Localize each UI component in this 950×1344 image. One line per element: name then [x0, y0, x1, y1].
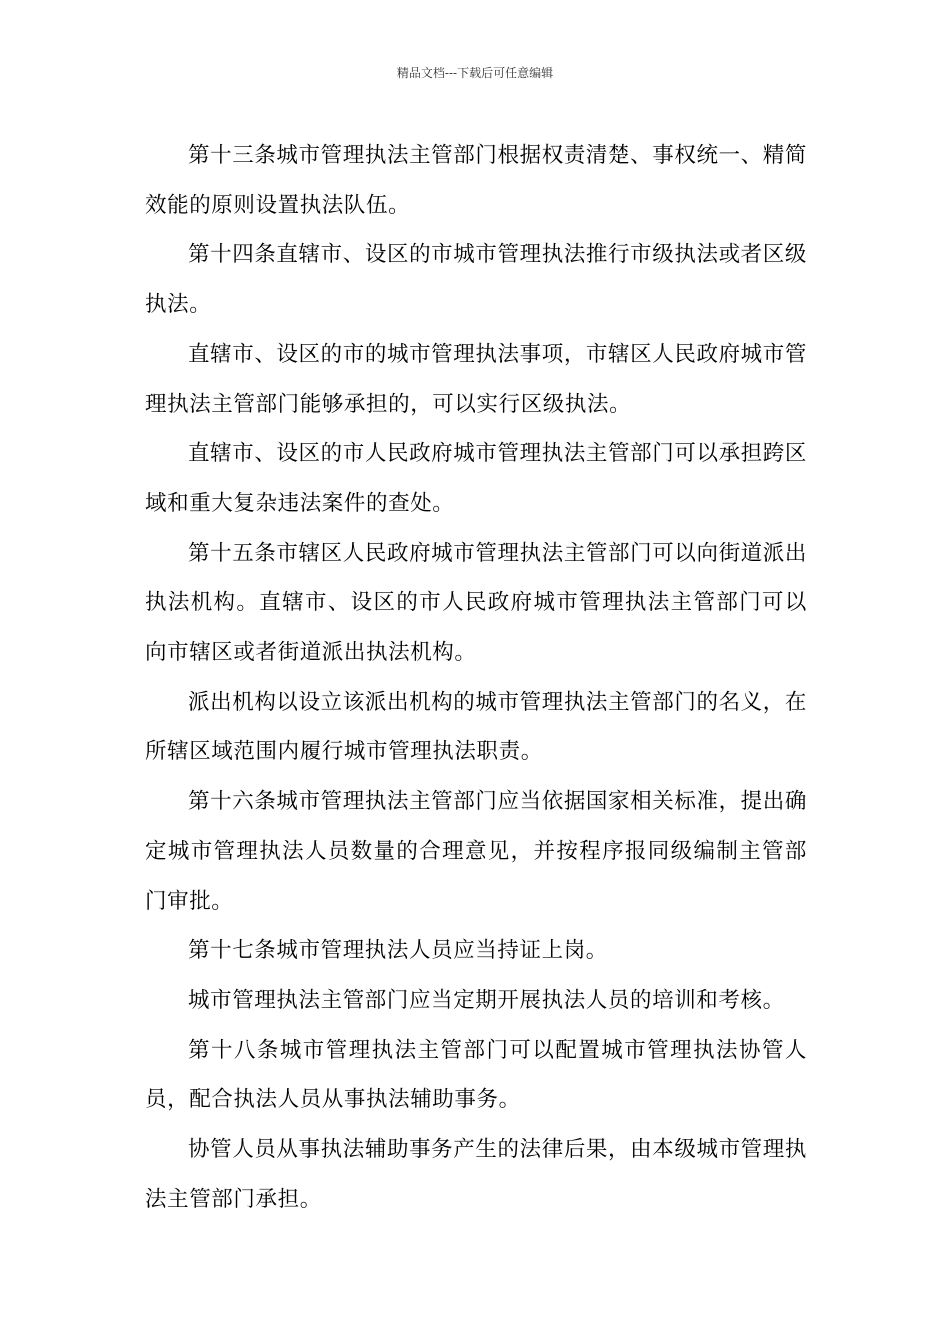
paragraph-article-14: 第十四条直辖市、设区的市城市管理执法推行市级执法或者区级执法。	[145, 242, 807, 318]
paragraph-article-18: 第十八条城市管理执法主管部门可以配置城市管理执法协管人员，配合执法人员从事执法辅助事务。	[145, 1037, 807, 1113]
document-body	[145, 131, 807, 1224]
paragraph-article-15: 第十五条市辖区人民政府城市管理执法主管部门可以向街道派出执法机构。直辖市、设区的市人民政府城市管理执法主管部门可以向市辖区或者街道派出执法机构。	[145, 540, 807, 666]
paragraph-article-17: 第十七条城市管理执法人员应当持证上岗。	[188, 938, 608, 964]
paragraph-article-17-training: 城市管理执法主管部门应当定期开展执法人员的培训和考核。	[188, 987, 785, 1013]
page-header: 精品文档---下载后可任意编辑	[396, 66, 554, 80]
paragraph-article-13: 第十三条城市管理执法主管部门根据权责清楚、事权统一、精简效能的原则设置执法队伍。	[145, 143, 807, 218]
paragraph-article-18-liability: 协管人员从事执法辅助事务产生的法律后果，由本级城市管理执法主管部门承担。	[145, 1137, 807, 1212]
paragraph-article-14-cross-region: 直辖市、设区的市人民政府城市管理执法主管部门可以承担跨区域和重大复杂违法案件的查处。	[145, 441, 807, 516]
paragraph-article-15-dispatched: 派出机构以设立该派出机构的城市管理执法主管部门的名义，在所辖区域范围内履行城市管理执法职责。	[145, 689, 807, 765]
paragraph-article-14-district: 直辖市、设区的市的城市管理执法事项，市辖区人民政府城市管理执法主管部门能够承担的，可以实行区级执法。	[145, 341, 807, 417]
paragraph-article-16: 第十六条城市管理执法主管部门应当依据国家相关标准，提出确定城市管理执法人员数量的合理意见，并按程序报同级编制主管部门审批。	[145, 789, 807, 914]
